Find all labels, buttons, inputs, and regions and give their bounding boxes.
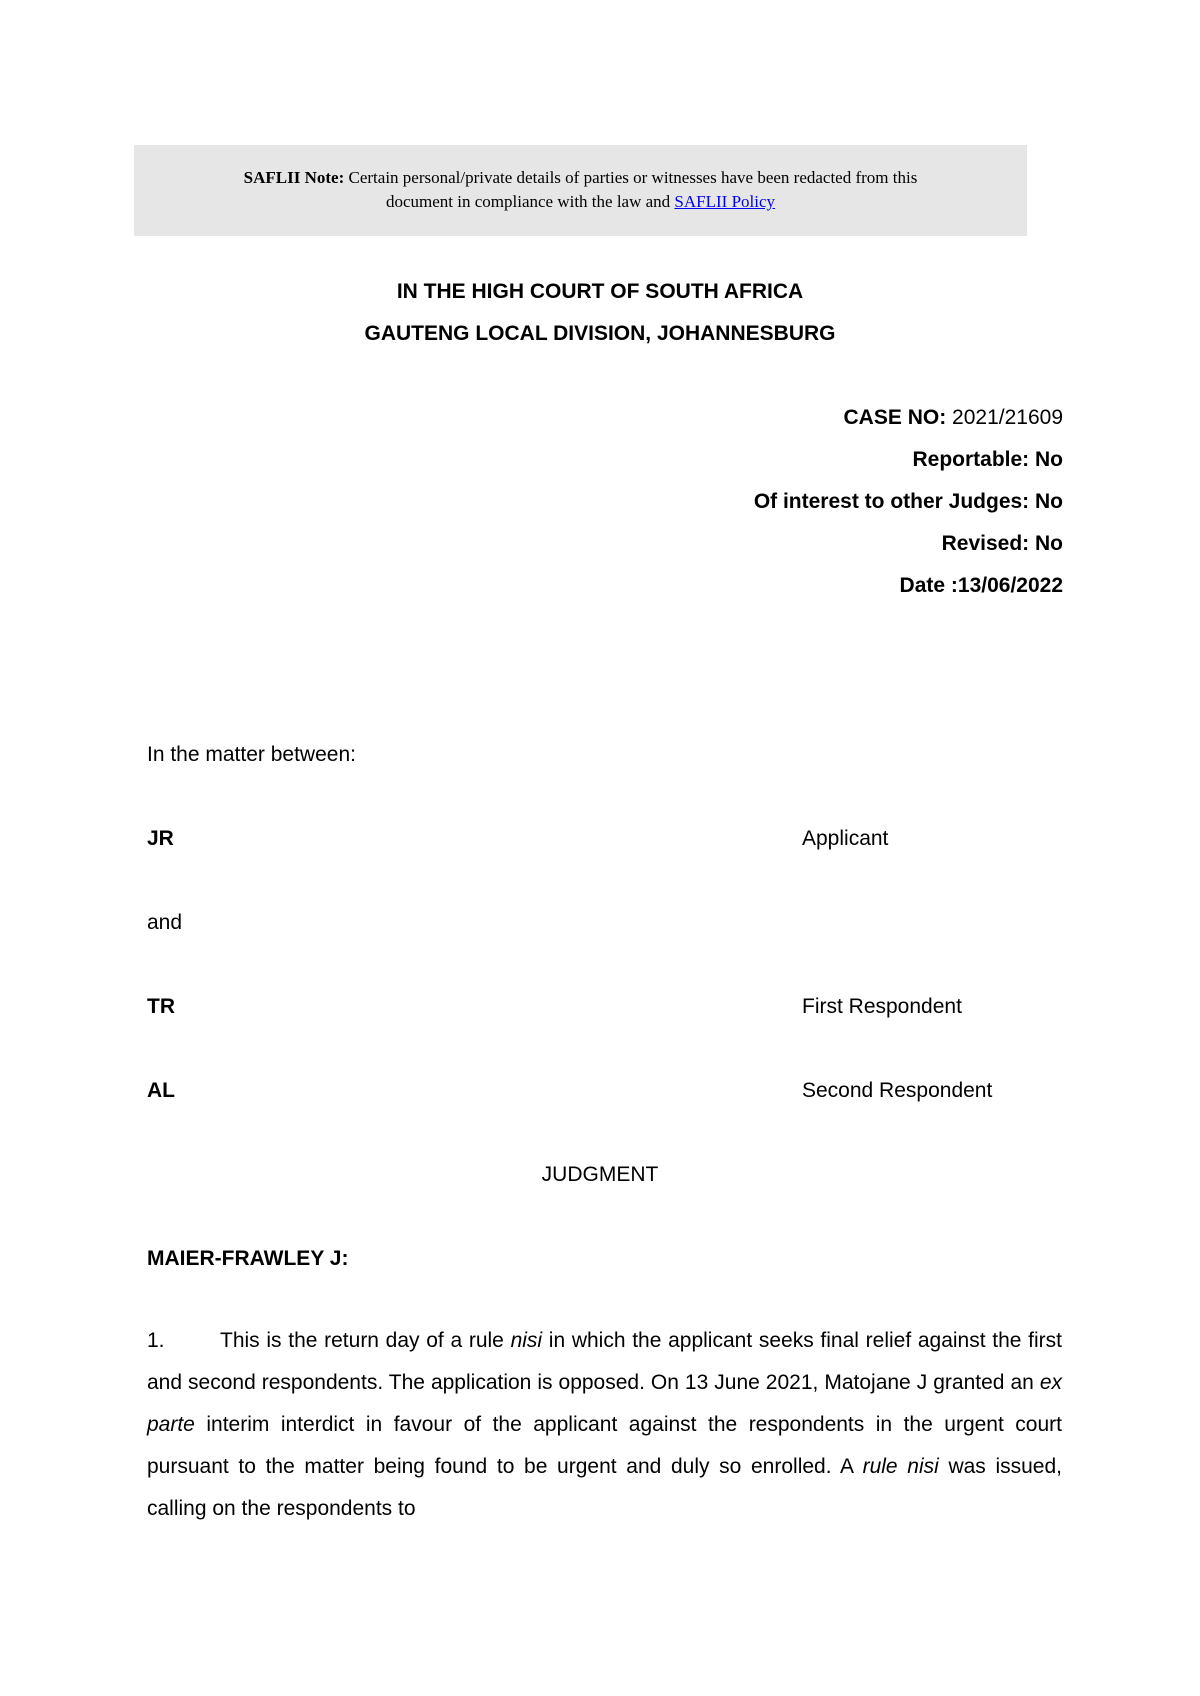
saflii-note-label: SAFLII Note: [243, 168, 345, 187]
first-respondent-role: First Respondent [802, 995, 962, 1018]
saflii-note-line-1 [134, 166, 1027, 190]
saflii-note-line-2 [134, 190, 1027, 214]
conjunction-and: and [147, 911, 183, 934]
judgment-date: Date :13/06/2022 [899, 574, 1063, 597]
revised-status: Revised: No [941, 532, 1063, 555]
interest-status: Of interest to other Judges: No [753, 490, 1063, 513]
judgment-heading: JUDGMENT [541, 1163, 659, 1186]
applicant-role: Applicant [802, 827, 889, 850]
reportable-status: Reportable: No [912, 448, 1063, 471]
paragraph-text: was issued, calling on the respondents to [147, 1455, 1062, 1520]
second-respondent-name: AL [147, 1079, 175, 1102]
paragraph-italic-text: ex parte [147, 1371, 1062, 1436]
saflii-note-text-2: document in compliance with the law and [385, 192, 671, 211]
paragraph-text: This is the return day of a rule [220, 1329, 511, 1352]
paragraph-text: in which the applicant seeks final relief against the first and second respondents. The application is opposed. On 13 June 2021, Matojane J granted an [147, 1329, 1062, 1394]
saflii-note-text: Certain personal/private details of parties or witnesses have been redacted from this [348, 168, 918, 187]
case-number-label: CASE NO: [843, 406, 947, 429]
saflii-policy-link[interactable]: SAFLII Policy [674, 192, 776, 211]
court-name: IN THE HIGH COURT OF SOUTH AFRICA [396, 280, 804, 303]
judge-name: MAIER-FRAWLEY J: [147, 1247, 349, 1270]
matter-between: In the matter between: [147, 743, 356, 766]
case-number [844, 406, 1063, 430]
paragraph-text: interim interdict in favour of the applicant against the respondents in the urgent court pursuant to the matter being found to be urgent and duly so enrolled. A [147, 1413, 1062, 1478]
court-division: GAUTENG LOCAL DIVISION, JOHANNESBURG [364, 322, 836, 345]
paragraph-1 [147, 1320, 1062, 1530]
paragraph-number: 1. [147, 1329, 165, 1352]
applicant-name: JR [147, 827, 174, 850]
paragraph-italic-text: nisi [510, 1329, 543, 1352]
case-number-value: 2021/21609 [952, 406, 1063, 429]
first-respondent-name: TR [147, 995, 175, 1018]
second-respondent-role: Second Respondent [802, 1079, 993, 1102]
saflii-note-banner [134, 145, 1027, 236]
paragraph-italic-text: rule nisi [862, 1455, 939, 1478]
